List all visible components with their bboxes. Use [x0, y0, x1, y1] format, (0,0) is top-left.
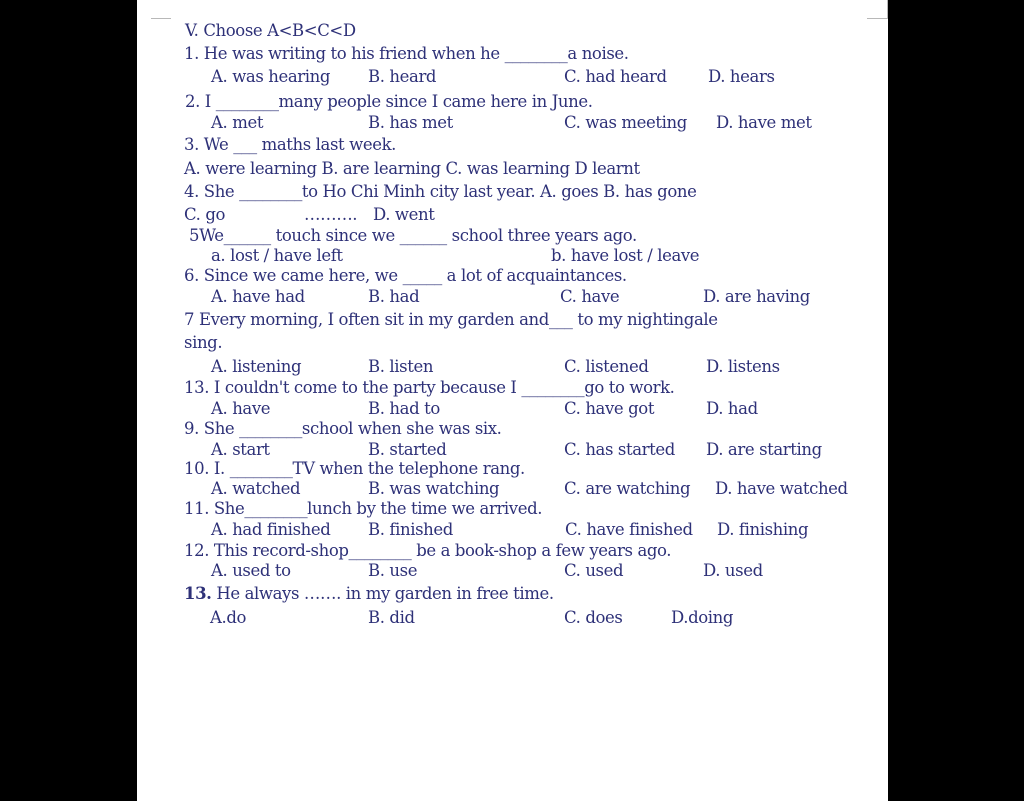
crop-mark-top-right	[867, 0, 888, 19]
q12-option-c: C. used	[564, 561, 624, 580]
q2-option-d: D. have met	[716, 113, 812, 132]
q10-option-c: C. are watching	[564, 479, 691, 498]
q2-option-c: C. was meeting	[564, 113, 687, 132]
q10-option-b: B. was watching	[368, 479, 500, 498]
question-5: 5We______ touch since we ______ school three years ago.	[189, 226, 637, 245]
question-7: 7 Every morning, I often sit in my garden and___ to my nightingale	[184, 310, 718, 329]
q6-option-a: A. have had	[211, 287, 305, 306]
q4-option-c: C. go	[184, 205, 226, 224]
q9-option-c: C. has started	[564, 440, 675, 459]
q12-option-b: B. use	[368, 561, 418, 580]
q9-option-d: D. are starting	[706, 440, 822, 459]
q8-option-b: B. had to	[368, 399, 440, 418]
q2-option-a: A. met	[211, 113, 264, 132]
q13-option-b: B. did	[368, 608, 415, 627]
q7-option-c: C. listened	[564, 357, 649, 376]
q8-option-d: D. had	[706, 399, 758, 418]
question-13	[184, 584, 554, 604]
exercise-heading: V. Choose A<B<C<D	[185, 21, 356, 40]
q1-option-b: B. heard	[368, 67, 437, 86]
q7-option-d: D. listens	[706, 357, 780, 376]
question-3: 3. We ___ maths last week.	[184, 135, 397, 154]
document-page	[137, 0, 888, 801]
question-11: 11. She________lunch by the time we arrived.	[184, 499, 543, 518]
question-8: 13. I couldn't come to the party because I ________go to work.	[184, 378, 675, 397]
q7-option-b: B. listen	[368, 357, 434, 376]
question-9: 9. She ________school when she was six.	[184, 419, 502, 438]
q3-options: A. were learning B. are learning C. was learning D learnt	[184, 159, 640, 178]
q12-option-d: D. used	[703, 561, 763, 580]
question-2: 2. I ________many people since I came here in June.	[185, 92, 593, 111]
q11-option-a: A. had finished	[211, 520, 331, 539]
q1-option-c: C. had heard	[564, 67, 667, 86]
q13-option-c: C. does	[564, 608, 623, 627]
question-12: 12. This record-shop________ be a book-shop a few years ago.	[184, 541, 672, 560]
q6-option-b: B. had	[368, 287, 420, 306]
question-7-continued: sing.	[184, 333, 223, 352]
q11-option-c: C. have finished	[565, 520, 693, 539]
q6-option-d: D. are having	[703, 287, 810, 306]
q11-option-b: B. finished	[368, 520, 453, 539]
q8-option-c: C. have got	[564, 399, 655, 418]
question-6: 6. Since we came here, we _____ a lot of acquaintances.	[184, 266, 627, 285]
q9-option-a: A. start	[211, 440, 270, 459]
q5-option-b: b. have lost / leave	[551, 246, 700, 265]
crop-mark-top-left	[151, 0, 171, 19]
question-13-stem: He always ……. in my garden in free time.	[216, 584, 554, 603]
q4-option-d: D. went	[373, 205, 435, 224]
q9-option-b: B. started	[368, 440, 447, 459]
question-4: 4. She ________to Ho Chi Minh city last year. A. goes B. has gone	[184, 182, 697, 201]
q1-option-a: A. was hearing	[211, 67, 331, 86]
q1-option-d: D. hears	[708, 67, 775, 86]
q10-option-d: D. have watched	[715, 479, 848, 498]
question-1: 1. He was writing to his friend when he ________a noise.	[184, 44, 629, 63]
q11-option-d: D. finishing	[717, 520, 809, 539]
q2-option-b: B. has met	[368, 113, 453, 132]
q13-option-a: A.do	[210, 608, 247, 627]
q6-option-c: C. have	[560, 287, 620, 306]
q12-option-a: A. used to	[211, 561, 291, 580]
q8-option-a: A. have	[211, 399, 271, 418]
question-13-number: 13.	[184, 584, 212, 603]
q7-option-a: A. listening	[211, 357, 302, 376]
question-10: 10. I. ________TV when the telephone rang.	[184, 459, 525, 478]
q4-dots: ……….	[304, 205, 358, 224]
q13-option-d: D.doing	[671, 608, 734, 627]
q10-option-a: A. watched	[211, 479, 301, 498]
q5-option-a: a. lost / have left	[211, 246, 343, 265]
